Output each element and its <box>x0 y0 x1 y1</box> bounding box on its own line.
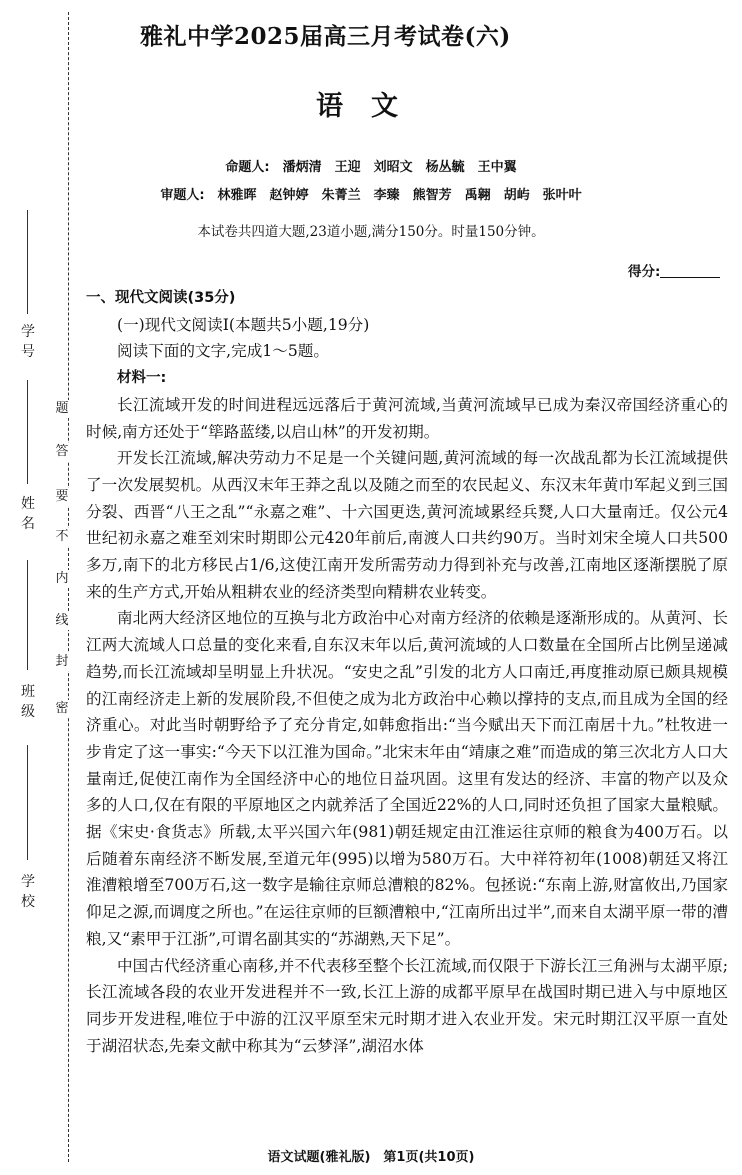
proposer-name: 王迎 <box>334 160 361 175</box>
subject-title: 语文 <box>316 91 426 122</box>
proposer-name: 王中翼 <box>477 160 517 175</box>
binding-margin <box>0 0 84 1175</box>
reviewer-name: 赵钟婷 <box>269 188 309 203</box>
class-blank <box>27 560 28 670</box>
proposer-name: 潘炳清 <box>282 160 322 175</box>
seal-char: 不 <box>52 528 72 546</box>
paragraph: 长江流域开发的时间进程远远落后于黄河流域,当黄河流域早已成为秦汉帝国经济重心的时候,南方还处于“筚路蓝缕,以启山林”的开发初期。 <box>86 395 728 441</box>
instruction: 阅读下面的文字,完成1～5题。 <box>117 342 329 361</box>
reading-section <box>86 285 728 1059</box>
reviewers-label: 审题人: <box>160 188 205 203</box>
seal-char: 答 <box>52 443 72 461</box>
reviewers-line <box>0 184 742 203</box>
reviewer-name: 禹翱 <box>464 188 491 203</box>
score-blank[interactable] <box>660 263 720 278</box>
name-blank <box>27 380 28 484</box>
exam-title: 雅礼中学2025届高三月考试卷(六) <box>140 23 511 50</box>
student-id-label: 学号 <box>21 324 35 360</box>
seal-char: 题 <box>52 400 72 418</box>
page-footer: 语文试题(雅礼版) 第1页(共10页) <box>267 1150 475 1165</box>
seal-char: 内 <box>52 570 72 588</box>
seal-char: 封 <box>52 653 72 671</box>
school-blank <box>27 745 28 860</box>
subsection-title: (一)现代文阅读Ⅰ(本题共5小题,19分) <box>117 315 370 334</box>
paragraph: 中国古代经济重心南移,并不代表移至整个长江流域,而仅限于下游长江三角洲与太湖平原;长江流域各段的农业开发进程并不一致,长江上游的成都平原早在战国时期已进入与中原地区同步开发进程,唯位于中游的江汉平原至宋元时期才进入农业开发。宋元时期江汉平原一直处于湖沼状态,先秦文献中称其为“云梦泽”,湖沼水体 <box>86 956 728 1055</box>
class-label: 班级 <box>21 684 35 720</box>
score-label: 得分: <box>628 264 661 280</box>
reviewer-name: 李臻 <box>373 188 400 203</box>
seal-char: 线 <box>52 612 72 630</box>
paragraph: 开发长江流域,解决劳动力不足是一个关键问题,黄河流域的每一次战乱都为长江流域提供了一次发展契机。从西汉末年王莽之乱以及随之而至的农民起义、东汉末年黄巾军起义到三国分裂、西晋“八王之乱”“永嘉之难”、十六国更迭,黄河流域累经兵燹,人口大量南迁。仅公元4世纪初永嘉之难至刘宋时期即公元420年前后,南渡人口共约90万。当时刘宋全境人口共500多万,南下的北方移民占1/6,这使江南开发所需劳动力得到补充与改善,江南地区逐渐摆脱了原来的生产方式,开始从粗耕农业的经济类型向精耕农业转变。 <box>86 449 728 601</box>
proposer-name: 杨丛毓 <box>425 160 465 175</box>
seal-char: 密 <box>52 700 72 718</box>
reviewer-name: 熊智芳 <box>412 188 452 203</box>
proposers-line <box>0 156 742 175</box>
proposer-name: 刘昭文 <box>373 160 413 175</box>
seal-char: 要 <box>52 488 72 506</box>
reviewer-name: 朱菁兰 <box>321 188 361 203</box>
reviewer-name: 林雅晖 <box>217 188 257 203</box>
paragraph: 南北两大经济区地位的互换与北方政治中心对南方经济的依赖是逐渐形成的。从黄河、长江两大流域人口总量的变化来看,自东汉末年以后,黄河流域的人口数量在全国所占比例呈递减趋势,而长江流域却呈明显上升状况。“安史之乱”引发的北方人口南迁,再度推动原已颇具规模的江南经济走上新的发展阶段,不但使之成为北方政治中心赖以撑持的支点,而且成为全国的经济重心。对此当时朝野给予了充分肯定,如韩愈指出:“当今赋出天下而江南居十九。”杜牧进一步肯定了这一事实:“今天下以江淮为国命。”北宋末年由“靖康之难”而造成的第三次北方人口大量南迁,促使江南作为全国经济中心的地位日益巩固。这里有发达的经济、丰富的物产以及众多的人口,仅在有限的平原地区之内就养活了全国近22%的人口,同时还负担了国家大量粮赋。据《宋史·食货志》所载,太平兴国六年(981)朝廷规定由江淮运往京师的粮食为400万石。以后随着东南经济不断发展,至道元年(995)以增为580万石。大中祥符初年(1008)朝廷又将江淮漕粮增至700万石,这一数字是输往京师总漕粮的82%。包拯说:“东南上游,财富攸出,乃国家仰足之源,而调度之所也。”在运往京师的巨额漕粮中,“江南所出过半”,而来自太湖平原一带的漕粮,又“素甲于江浙”,可谓名副其实的“苏湖熟,天下足”。 <box>86 609 728 948</box>
school-label: 学校 <box>21 874 35 910</box>
score-box <box>628 260 720 280</box>
name-label: 姓名 <box>21 496 35 532</box>
exam-info: 本试卷共四道大题,23道小题,满分150分。时量150分钟。 <box>197 224 545 240</box>
reviewer-name: 张叶叶 <box>542 188 582 203</box>
reviewer-name: 胡屿 <box>503 188 530 203</box>
section-title: 一、现代文阅读(35分) <box>86 290 236 306</box>
material-label: 材料一: <box>117 370 167 387</box>
proposers-label: 命题人: <box>225 160 270 175</box>
